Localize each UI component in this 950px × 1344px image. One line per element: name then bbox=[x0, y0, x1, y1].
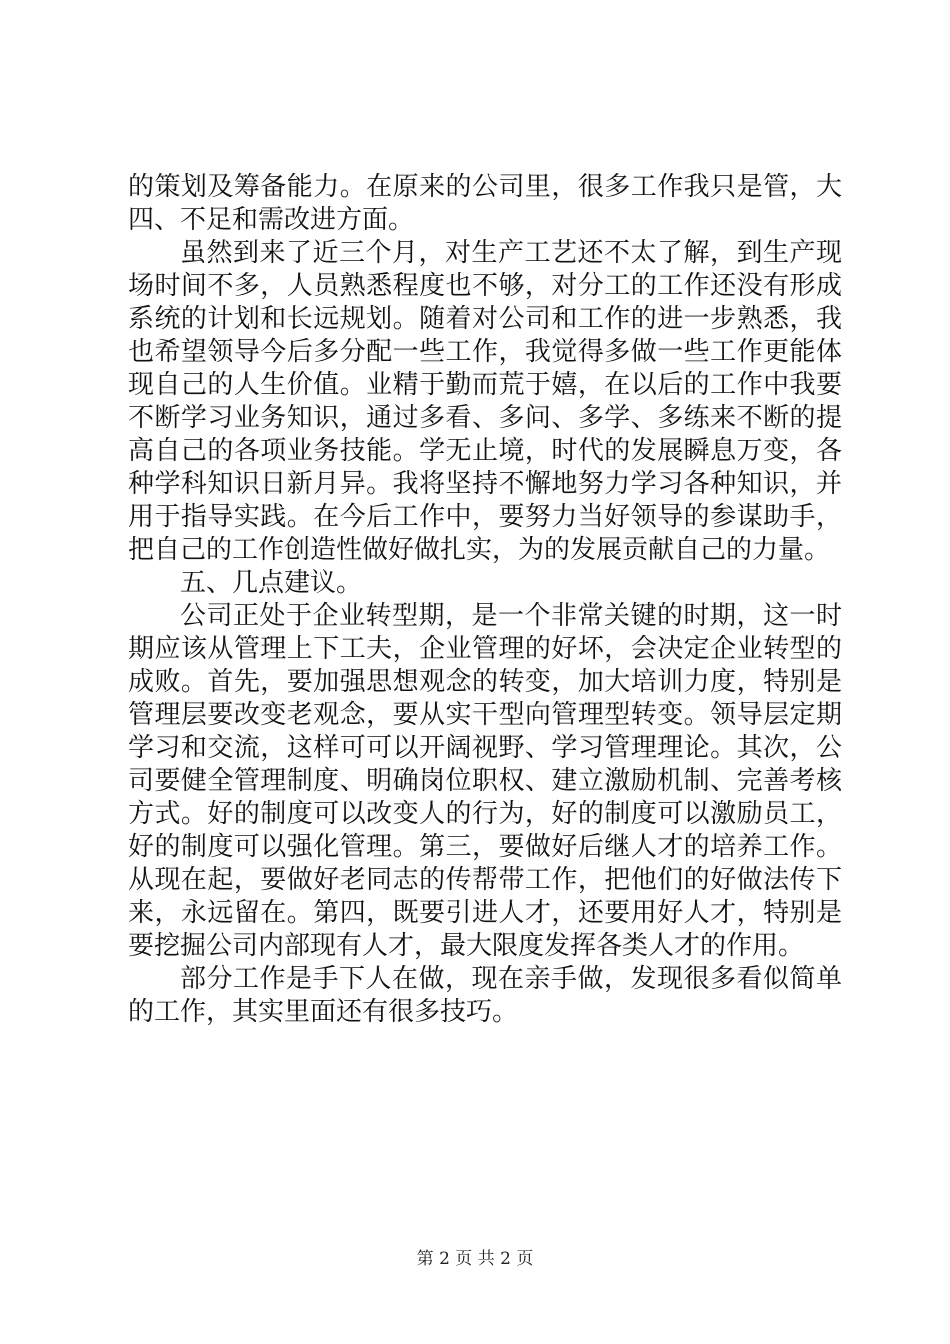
text-line: 公司正处于企业转型期，是一个非常关键的时期，这一时 bbox=[180, 601, 842, 631]
text-line: 从现在起，要做好老同志的传帮带工作，把他们的好做法传下 bbox=[128, 865, 842, 895]
text-line: 期应该从管理上下工夫，企业管理的好坏，会决定企业转型的 bbox=[128, 634, 842, 664]
text-line: 系统的计划和长远规划。随着对公司和工作的进一步熟悉，我 bbox=[128, 304, 842, 334]
text-line: 方式。好的制度可以改变人的行为，好的制度可以激励员工， bbox=[128, 799, 842, 829]
text-line: 用于指导实践。在今后工作中，要努力当好领导的参谋助手， bbox=[128, 502, 842, 532]
text-line: 也希望领导今后多分配一些工作，我觉得多做一些工作更能体 bbox=[128, 337, 842, 367]
text-line: 好的制度可以强化管理。第三，要做好后继人才的培养工作。 bbox=[128, 832, 842, 862]
text-line: 部分工作是手下人在做，现在亲手做，发现很多看似简单 bbox=[180, 964, 842, 994]
text-line: 要挖掘公司内部现有人才，最大限度发挥各类人才的作用。 bbox=[128, 931, 805, 961]
text-line: 来，永远留在。第四，既要引进人才，还要用好人才，特别是 bbox=[128, 898, 842, 928]
text-line: 司要健全管理制度、明确岗位职权、建立激励机制、完善考核 bbox=[128, 766, 842, 796]
text-line: 把自己的工作创造性做好做扎实，为的发展贡献自己的力量。 bbox=[128, 535, 831, 565]
page-footer: 第 2 页 共 2 页 bbox=[416, 1249, 534, 1269]
text-line: 的工作，其实里面还有很多技巧。 bbox=[128, 997, 519, 1027]
text-line: 不断学习业务知识，通过多看、多问、多学、多练来不断的提 bbox=[128, 403, 842, 433]
text-line: 管理层要改变老观念，要从实干型向管理型转变。领导层定期 bbox=[128, 700, 842, 730]
text-line: 学习和交流，这样可可以开阔视野、学习管理理论。其次，公 bbox=[128, 733, 842, 763]
document-body bbox=[128, 171, 842, 1029]
text-line: 五、几点建议。 bbox=[180, 568, 363, 598]
text-line: 种学科知识日新月异。我将坚持不懈地努力学习各种知识，并 bbox=[128, 469, 842, 499]
text-line: 高自己的各项业务技能。学无止境，时代的发展瞬息万变，各 bbox=[128, 436, 842, 466]
text-line: 虽然到来了近三个月，对生产工艺还不太了解，到生产现 bbox=[180, 238, 842, 268]
text-line: 成败。首先，要加强思想观念的转变，加大培训力度，特别是 bbox=[128, 667, 842, 697]
text-line: 现自己的人生价值。业精于勤而荒于嬉，在以后的工作中我要 bbox=[128, 370, 842, 400]
text-line: 的策划及筹备能力。在原来的公司里，很多工作我只是管，大 bbox=[128, 172, 842, 202]
text-line: 场时间不多，人员熟悉程度也不够，对分工的工作还没有形成 bbox=[128, 271, 842, 301]
text-line: 四、不足和需改进方面。 bbox=[128, 205, 415, 235]
